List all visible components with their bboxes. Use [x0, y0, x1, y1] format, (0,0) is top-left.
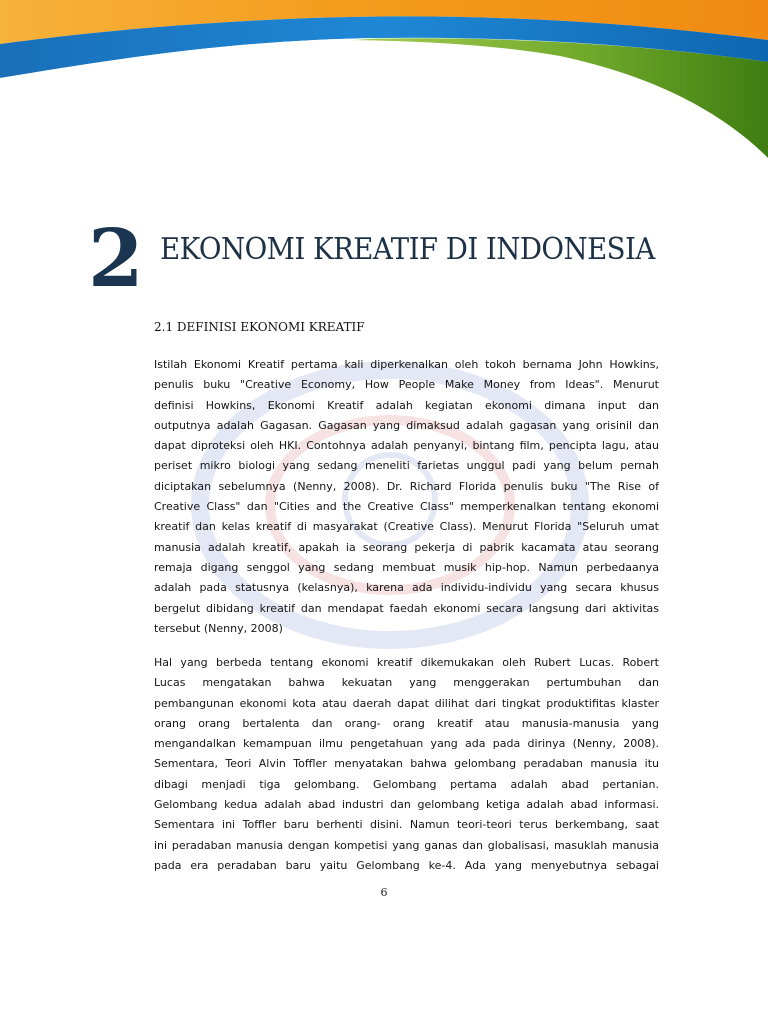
- text-line: orang orang bertalenta dan orang- orang kreatif atau manusia-manusia yang: [154, 716, 659, 730]
- text-line: penulis buku "Creative Economy, How People Make Money from Ideas". Menurut: [154, 378, 659, 392]
- text-line: Gelombang kedua adalah abad industri dan gelombang ketiga adalah abad informasi.: [154, 798, 659, 812]
- text-line: tersebut (Nenny, 2008): [154, 621, 283, 635]
- text-line: Creative Class" dan "Cities and the Creative Class" memperkenalkan tentang ekonomi: [154, 500, 659, 514]
- text-line: outputnya adalah Gagasan. Gagasan yang dimaksud adalah gagasan yang orisinil dan: [154, 418, 659, 432]
- section-heading: 2.1 DEFINISI EKONOMI KREATIF: [154, 320, 365, 334]
- text-line: dibagi menjadi tiga gelombang. Gelombang pertama adalah abad pertanian.: [154, 777, 659, 791]
- page-number: 6: [380, 886, 388, 899]
- header-banner: [0, 0, 768, 160]
- text-line: remaja digang senggol yang sedang membuat musik hip-hop. Namun perbedaanya: [154, 560, 659, 574]
- text-line: Lucas mengatakan bahwa kekuatan yang menggerakan pertumbuhan dan: [154, 676, 659, 690]
- paragraph-2: [154, 653, 659, 876]
- text-line: Sementara, Teori Alvin Toffler menyatakan bahwa gelombang peradaban manusia itu: [154, 757, 659, 771]
- text-line: Sementara ini Toffler baru berhenti disini. Namun teori-teori terus berkembang, saat: [154, 818, 659, 832]
- text-line: Hal yang berbeda tentang ekonomi kreatif dikemukakan oleh Rubert Lucas. Robert: [154, 656, 659, 669]
- text-line: ini peradaban manusia dengan kompetisi yang ganas dan globalisasi, masuklah manusia: [154, 838, 659, 852]
- text-line: periset mikro biologi yang sedang meneliti farietas unggul padi yang belum pernah: [154, 459, 659, 473]
- text-line: dapat diproteksi oleh HKI. Contohnya adalah penyanyi, bintang film, pencipta lagu, atau: [154, 439, 659, 453]
- text-line: diciptakan sebelumnya (Nenny, 2008). Dr. Richard Florida penulis buku "The Rise of: [154, 479, 659, 493]
- text-line: definisi Howkins, Ekonomi Kreatif adalah kegiatan ekonomi dimana input dan: [154, 398, 659, 412]
- text-line: pembangunan ekonomi kota atau daerah dapat dilihat dari tingkat produktifitas klaster: [154, 696, 659, 710]
- paragraph-1: [154, 355, 659, 639]
- text-line: Istilah Ekonomi Kreatif pertama kali diperkenalkan oleh tokoh bernama John Howkins,: [154, 358, 659, 371]
- text-line: adalah pada statusnya (kelasnya), karena ada individu-individu yang secara khusus: [154, 581, 659, 595]
- text-line: manusia adalah kreatif, apakah ia seorang pekerja di pabrik kacamata atau seorang: [154, 540, 659, 554]
- text-line: pada era peradaban baru yaitu Gelombang ke-4. Ada yang menyebutnya sebagai: [154, 858, 659, 872]
- text-line: kreatif dan kelas kreatif di masyarakat (Creative Class). Menurut Florida "Seluruh umat: [154, 520, 659, 534]
- chapter-number: 2: [88, 211, 144, 305]
- text-line: mengandalkan kemampuan ilmu pengetahuan yang ada pada dirinya (Nenny, 2008).: [154, 737, 659, 751]
- text-line: bergelut dibidang kreatif dan mendapat faedah ekonomi secara langsung dari aktivitas: [154, 601, 659, 615]
- chapter-title: EKONOMI KREATIF DI INDONESIA: [160, 232, 655, 267]
